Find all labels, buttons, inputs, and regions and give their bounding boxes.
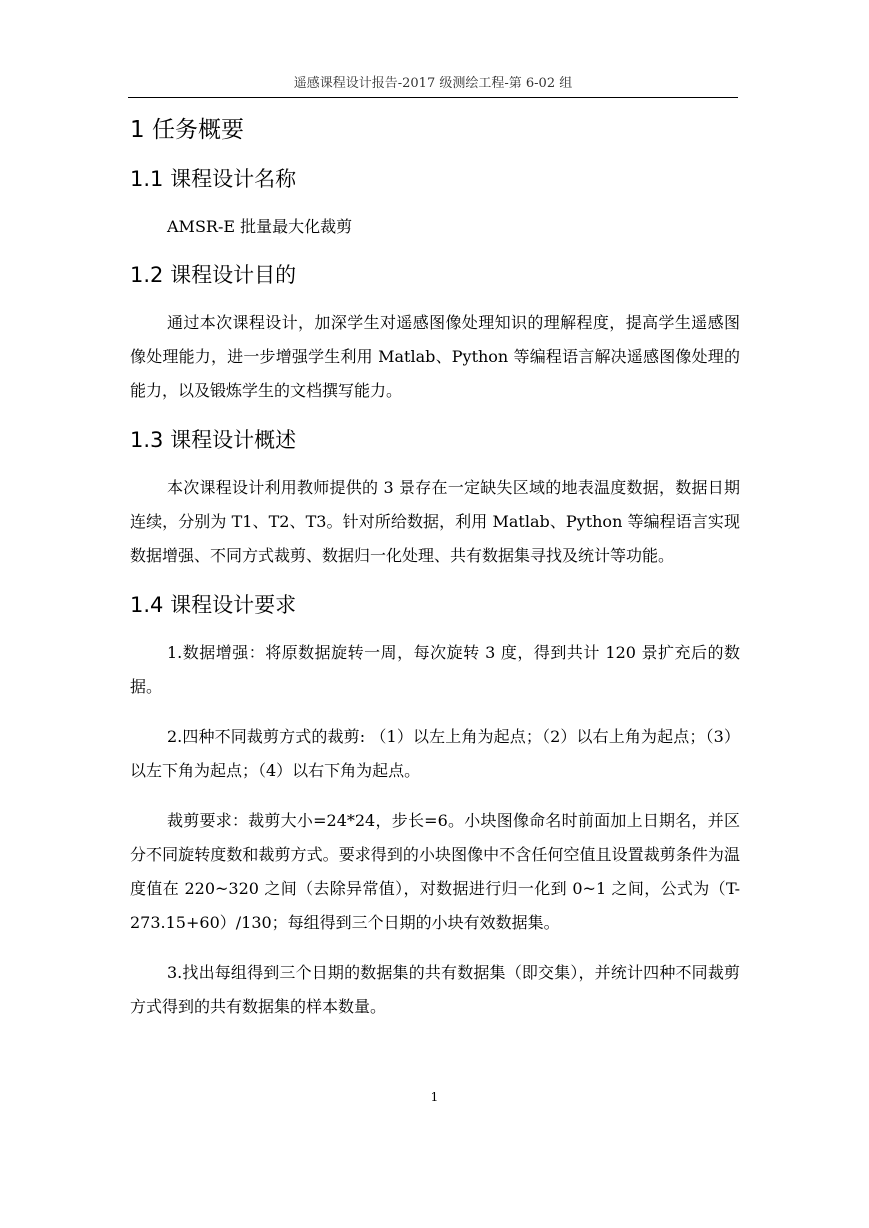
requirement-2: 2.四种不同裁剪方式的裁剪: （1）以左上角为起点；（2）以右上角为起点；（3）以左下角为起点；（4）以右下角为起点。 [130,727,740,780]
header-rule [128,97,738,98]
requirement-2-note: 裁剪要求：裁剪大小=24*24，步长=6。小块图像命名时前面加上日期名，并区分不同旋转度数和裁剪方式。要求得到的小块图像中不含任何空值且设置裁剪条件为温度值在 220~320 之间（去除异常值），对数据进行归一化到 0~1 之间，公式为（T-273.15+60）/130；每组得到三个日期的小块有效数据集。 [130,811,740,932]
section-1-2-heading: 1.2 课程设计目的 [130,263,297,287]
section-1-heading: 1 任务概要 [130,117,244,143]
course-design-purpose: 通过本次课程设计，加深学生对遥感图像处理知识的理解程度，提高学生遥感图像处理能力，进一步增强学生利用 Matlab、Python 等编程语言解决遥感图像处理的能力，以及锻炼学生的文档撰写能力。 [130,313,740,400]
section-1-4-heading: 1.4 课程设计要求 [130,593,297,617]
requirement-1: 1.数据增强：将原数据旋转一周，每次旋转 3 度，得到共计 120 景扩充后的数据。 [130,643,740,696]
page-content [130,112,740,1040]
page-number: 1 [430,1090,439,1104]
requirement-3: 3.找出每组得到三个日期的数据集的共有数据集（即交集），并统计四种不同裁剪方式得到的共有数据集的样本数量。 [130,963,740,1016]
section-1-3-heading: 1.3 课程设计概述 [130,428,297,452]
course-design-overview: 本次课程设计利用教师提供的 3 景存在一定缺失区域的地表温度数据，数据日期连续，分别为 T1、T2、T3。针对所给数据，利用 Matlab、Python 等编程语言实现数据增强、不同方式裁剪、数据归一化处理、共有数据集寻找及统计等功能。 [130,478,740,565]
section-1-1-heading: 1.1 课程设计名称 [130,167,297,191]
course-design-name: AMSR-E 批量最大化裁剪 [167,217,353,236]
running-header: 遥感课程设计报告-2017 级测绘工程-第 6-02 组 [293,76,573,91]
